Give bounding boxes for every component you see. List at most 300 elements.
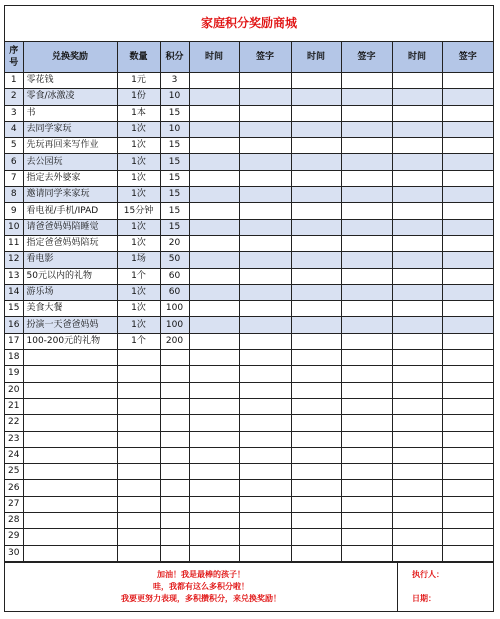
points-cell: 3: [160, 73, 189, 89]
time-cell[interactable]: [291, 121, 341, 137]
time-cell[interactable]: [189, 415, 239, 431]
table-row: [5, 496, 493, 512]
quantity-cell: 1元: [117, 73, 160, 89]
time-cell[interactable]: [392, 447, 442, 463]
time-cell[interactable]: [291, 284, 341, 300]
time-cell[interactable]: [392, 252, 442, 268]
time-cell[interactable]: [392, 105, 442, 121]
sign-cell[interactable]: [341, 333, 392, 349]
quantity-cell: 1次: [117, 317, 160, 333]
sign-cell[interactable]: [239, 366, 291, 382]
time-cell[interactable]: [189, 513, 239, 529]
time-cell[interactable]: [291, 431, 341, 447]
points-cell: [160, 366, 189, 382]
quantity-cell: [117, 496, 160, 512]
header-reward: 兑换奖励: [23, 42, 117, 73]
sign-cell[interactable]: [442, 105, 493, 121]
points-cell: [160, 496, 189, 512]
sign-cell[interactable]: [442, 219, 493, 235]
points-cell: 15: [160, 105, 189, 121]
sign-cell[interactable]: [239, 301, 291, 317]
time-cell[interactable]: [291, 350, 341, 366]
time-cell[interactable]: [392, 333, 442, 349]
time-cell[interactable]: [291, 415, 341, 431]
sign-cell[interactable]: [239, 382, 291, 398]
sign-cell[interactable]: [442, 382, 493, 398]
points-cell: [160, 398, 189, 414]
time-cell[interactable]: [291, 480, 341, 496]
time-cell[interactable]: [392, 235, 442, 251]
time-cell[interactable]: [189, 170, 239, 186]
sign-cell[interactable]: [239, 447, 291, 463]
time-cell[interactable]: [392, 415, 442, 431]
reward-cell: 指定爸爸妈妈陪玩: [23, 235, 117, 251]
time-cell[interactable]: [392, 268, 442, 284]
points-cell: 100: [160, 301, 189, 317]
time-cell[interactable]: [291, 252, 341, 268]
reward-cell: [23, 513, 117, 529]
sign-cell[interactable]: [239, 464, 291, 480]
time-cell[interactable]: [291, 89, 341, 105]
row-number: 9: [5, 203, 23, 219]
points-cell: [160, 480, 189, 496]
points-cell: 10: [160, 89, 189, 105]
quantity-cell: [117, 513, 160, 529]
sign-cell[interactable]: [341, 203, 392, 219]
sign-cell[interactable]: [239, 268, 291, 284]
sign-cell[interactable]: [239, 219, 291, 235]
sign-cell[interactable]: [341, 252, 392, 268]
time-cell[interactable]: [189, 301, 239, 317]
row-number: 27: [5, 496, 23, 512]
sign-cell[interactable]: [442, 350, 493, 366]
sign-block: [398, 563, 493, 611]
sign-cell[interactable]: [341, 464, 392, 480]
reward-cell: [23, 415, 117, 431]
sign-cell[interactable]: [239, 235, 291, 251]
sign-cell[interactable]: [442, 513, 493, 529]
sign-cell[interactable]: [442, 333, 493, 349]
sign-cell[interactable]: [442, 121, 493, 137]
quantity-cell: [117, 480, 160, 496]
slogan-block: [5, 563, 398, 611]
time-cell[interactable]: [392, 382, 442, 398]
time-cell[interactable]: [291, 187, 341, 203]
footer: [5, 562, 493, 611]
time-cell[interactable]: [291, 529, 341, 545]
sign-cell[interactable]: [442, 252, 493, 268]
time-cell[interactable]: [392, 284, 442, 300]
row-number: 6: [5, 154, 23, 170]
reward-cell: [23, 431, 117, 447]
row-number: 7: [5, 170, 23, 186]
sign-cell[interactable]: [341, 170, 392, 186]
sign-cell[interactable]: [239, 284, 291, 300]
row-number: 13: [5, 268, 23, 284]
sign-cell[interactable]: [442, 398, 493, 414]
time-cell[interactable]: [189, 480, 239, 496]
reward-cell: [23, 496, 117, 512]
reward-sheet: [4, 5, 494, 612]
sign-cell[interactable]: [341, 545, 392, 561]
time-cell[interactable]: [189, 268, 239, 284]
sign-cell[interactable]: [341, 235, 392, 251]
time-cell[interactable]: [392, 138, 442, 154]
time-cell[interactable]: [189, 219, 239, 235]
time-cell[interactable]: [189, 431, 239, 447]
table-row: [5, 301, 493, 317]
table-row: [5, 89, 493, 105]
quantity-cell: 1次: [117, 301, 160, 317]
sign-cell[interactable]: [341, 415, 392, 431]
time-cell[interactable]: [189, 73, 239, 89]
points-cell: [160, 350, 189, 366]
time-cell[interactable]: [291, 138, 341, 154]
table-row: [5, 105, 493, 121]
quantity-cell: 1次: [117, 284, 160, 300]
header-sign-3: 签字: [442, 42, 493, 73]
reward-cell: 100-200元的礼物: [23, 333, 117, 349]
row-number: 3: [5, 105, 23, 121]
sign-cell[interactable]: [341, 138, 392, 154]
points-cell: 60: [160, 284, 189, 300]
slogan-line: 我要更努力表现，多积攒积分，来兑换奖励！: [121, 593, 281, 603]
quantity-cell: 1次: [117, 187, 160, 203]
time-cell[interactable]: [291, 203, 341, 219]
time-cell[interactable]: [189, 187, 239, 203]
time-cell[interactable]: [189, 317, 239, 333]
quantity-cell: 1个: [117, 333, 160, 349]
quantity-cell: 1本: [117, 105, 160, 121]
table-row: [5, 235, 493, 251]
reward-cell: [23, 545, 117, 561]
time-cell[interactable]: [392, 154, 442, 170]
executor-label: 执行人：: [412, 569, 444, 579]
row-number: 21: [5, 398, 23, 414]
points-cell: 15: [160, 187, 189, 203]
sign-cell[interactable]: [442, 447, 493, 463]
quantity-cell: 1次: [117, 235, 160, 251]
row-number: 8: [5, 187, 23, 203]
time-cell[interactable]: [291, 235, 341, 251]
time-cell[interactable]: [392, 219, 442, 235]
header-sign-2: 签字: [341, 42, 392, 73]
time-cell[interactable]: [291, 105, 341, 121]
row-number: 30: [5, 545, 23, 561]
time-cell[interactable]: [189, 464, 239, 480]
sign-cell[interactable]: [239, 431, 291, 447]
points-cell: 50: [160, 252, 189, 268]
sign-cell[interactable]: [239, 333, 291, 349]
sign-cell[interactable]: [239, 350, 291, 366]
time-cell[interactable]: [291, 333, 341, 349]
sign-cell[interactable]: [442, 268, 493, 284]
slogan-line: 加油！我是最棒的孩子！: [157, 569, 245, 579]
time-cell[interactable]: [189, 398, 239, 414]
sign-cell[interactable]: [341, 187, 392, 203]
sign-cell[interactable]: [239, 317, 291, 333]
time-cell[interactable]: [189, 252, 239, 268]
reward-cell: 去公园玩: [23, 154, 117, 170]
time-cell[interactable]: [291, 496, 341, 512]
time-cell[interactable]: [291, 366, 341, 382]
sign-cell[interactable]: [341, 447, 392, 463]
time-cell[interactable]: [392, 350, 442, 366]
row-number: 18: [5, 350, 23, 366]
quantity-cell: 1份: [117, 89, 160, 105]
time-cell[interactable]: [291, 464, 341, 480]
quantity-cell: 1次: [117, 170, 160, 186]
points-cell: [160, 513, 189, 529]
table-row: [5, 382, 493, 398]
sign-cell[interactable]: [239, 89, 291, 105]
quantity-cell: [117, 366, 160, 382]
time-cell[interactable]: [189, 496, 239, 512]
time-cell[interactable]: [392, 496, 442, 512]
quantity-cell: 1次: [117, 154, 160, 170]
sign-cell[interactable]: [239, 252, 291, 268]
reward-cell: 50元以内的礼物: [23, 268, 117, 284]
time-cell[interactable]: [291, 301, 341, 317]
sign-cell[interactable]: [341, 284, 392, 300]
time-cell[interactable]: [392, 398, 442, 414]
sign-cell[interactable]: [341, 73, 392, 89]
points-cell: 20: [160, 235, 189, 251]
sign-cell[interactable]: [442, 366, 493, 382]
time-cell[interactable]: [189, 382, 239, 398]
row-number: 12: [5, 252, 23, 268]
time-cell[interactable]: [189, 545, 239, 561]
time-cell[interactable]: [189, 154, 239, 170]
sign-cell[interactable]: [341, 513, 392, 529]
time-cell[interactable]: [392, 301, 442, 317]
sign-cell[interactable]: [239, 513, 291, 529]
time-cell[interactable]: [291, 154, 341, 170]
row-number: 17: [5, 333, 23, 349]
time-cell[interactable]: [392, 89, 442, 105]
sign-cell[interactable]: [239, 187, 291, 203]
header-sign-1: 签字: [239, 42, 291, 73]
sign-cell[interactable]: [239, 496, 291, 512]
time-cell[interactable]: [392, 431, 442, 447]
sign-cell[interactable]: [239, 105, 291, 121]
sign-cell[interactable]: [442, 480, 493, 496]
points-cell: [160, 529, 189, 545]
table-row: [5, 252, 493, 268]
sign-cell[interactable]: [341, 350, 392, 366]
time-cell[interactable]: [291, 398, 341, 414]
time-cell[interactable]: [189, 350, 239, 366]
row-number: 4: [5, 121, 23, 137]
sign-cell[interactable]: [341, 89, 392, 105]
time-cell[interactable]: [392, 121, 442, 137]
time-cell[interactable]: [189, 447, 239, 463]
sign-cell[interactable]: [442, 170, 493, 186]
row-number: 23: [5, 431, 23, 447]
sign-cell[interactable]: [239, 73, 291, 89]
time-cell[interactable]: [291, 382, 341, 398]
time-cell[interactable]: [291, 170, 341, 186]
time-cell[interactable]: [291, 447, 341, 463]
header-row: [5, 42, 493, 73]
points-cell: 15: [160, 138, 189, 154]
sign-cell[interactable]: [239, 203, 291, 219]
time-cell[interactable]: [189, 203, 239, 219]
time-cell[interactable]: [189, 366, 239, 382]
table-row: [5, 529, 493, 545]
sign-cell[interactable]: [442, 529, 493, 545]
reward-cell: [23, 464, 117, 480]
sign-cell[interactable]: [341, 366, 392, 382]
sign-cell[interactable]: [442, 187, 493, 203]
sign-cell[interactable]: [239, 398, 291, 414]
time-cell[interactable]: [189, 121, 239, 137]
time-cell[interactable]: [189, 333, 239, 349]
quantity-cell: 1场: [117, 252, 160, 268]
sign-cell[interactable]: [341, 529, 392, 545]
table-row: [5, 513, 493, 529]
sign-cell[interactable]: [341, 219, 392, 235]
sign-cell[interactable]: [239, 138, 291, 154]
time-cell[interactable]: [189, 138, 239, 154]
row-number: 5: [5, 138, 23, 154]
reward-cell: 零食/冰激凌: [23, 89, 117, 105]
sign-cell[interactable]: [442, 496, 493, 512]
reward-cell: 看电视/手机/IPAD: [23, 203, 117, 219]
row-number: 1: [5, 73, 23, 89]
time-cell[interactable]: [189, 284, 239, 300]
sign-cell[interactable]: [442, 301, 493, 317]
time-cell[interactable]: [392, 170, 442, 186]
sign-cell[interactable]: [442, 545, 493, 561]
sign-cell[interactable]: [341, 268, 392, 284]
time-cell[interactable]: [291, 73, 341, 89]
table-row: [5, 268, 493, 284]
sign-cell[interactable]: [239, 170, 291, 186]
sign-cell[interactable]: [442, 154, 493, 170]
sign-cell[interactable]: [341, 317, 392, 333]
sign-cell[interactable]: [442, 415, 493, 431]
table-row: [5, 121, 493, 137]
sign-cell[interactable]: [341, 154, 392, 170]
table-row: [5, 317, 493, 333]
table-row: [5, 415, 493, 431]
row-number: 22: [5, 415, 23, 431]
sign-cell[interactable]: [442, 203, 493, 219]
row-number: 20: [5, 382, 23, 398]
time-cell[interactable]: [189, 235, 239, 251]
time-cell[interactable]: [392, 464, 442, 480]
slogan-line: 哇，我都有这么多积分啦！: [153, 581, 249, 591]
sign-cell[interactable]: [442, 431, 493, 447]
reward-cell: [23, 447, 117, 463]
sign-cell[interactable]: [239, 480, 291, 496]
sign-cell[interactable]: [239, 545, 291, 561]
sign-cell[interactable]: [341, 105, 392, 121]
time-cell[interactable]: [392, 366, 442, 382]
points-cell: 10: [160, 121, 189, 137]
points-cell: 100: [160, 317, 189, 333]
points-cell: [160, 382, 189, 398]
time-cell[interactable]: [392, 545, 442, 561]
time-cell[interactable]: [291, 317, 341, 333]
header-no: 序号: [5, 42, 23, 73]
points-cell: [160, 431, 189, 447]
reward-cell: [23, 398, 117, 414]
sign-cell[interactable]: [442, 89, 493, 105]
row-number: 29: [5, 529, 23, 545]
date-label: 日期：: [412, 593, 436, 603]
sign-cell[interactable]: [239, 154, 291, 170]
header-time-2: 时间: [291, 42, 341, 73]
sign-cell[interactable]: [341, 431, 392, 447]
sign-cell[interactable]: [239, 415, 291, 431]
sign-cell[interactable]: [442, 73, 493, 89]
time-cell[interactable]: [392, 73, 442, 89]
time-cell[interactable]: [291, 545, 341, 561]
quantity-cell: [117, 464, 160, 480]
time-cell[interactable]: [392, 529, 442, 545]
reward-cell: 看电影: [23, 252, 117, 268]
table-row: [5, 398, 493, 414]
sign-cell[interactable]: [239, 529, 291, 545]
sign-cell[interactable]: [341, 496, 392, 512]
time-cell[interactable]: [392, 187, 442, 203]
time-cell[interactable]: [189, 89, 239, 105]
sign-cell[interactable]: [442, 317, 493, 333]
reward-cell: [23, 350, 117, 366]
row-number: 28: [5, 513, 23, 529]
time-cell[interactable]: [392, 480, 442, 496]
time-cell[interactable]: [189, 105, 239, 121]
quantity-cell: [117, 545, 160, 561]
sign-cell[interactable]: [442, 284, 493, 300]
time-cell[interactable]: [392, 513, 442, 529]
time-cell[interactable]: [189, 529, 239, 545]
sign-cell[interactable]: [442, 235, 493, 251]
sign-cell[interactable]: [341, 382, 392, 398]
sign-cell[interactable]: [442, 464, 493, 480]
table-row: [5, 219, 493, 235]
sign-cell[interactable]: [341, 301, 392, 317]
header-points: 积分: [160, 42, 189, 73]
sign-cell[interactable]: [442, 138, 493, 154]
quantity-cell: [117, 350, 160, 366]
table-row: [5, 187, 493, 203]
quantity-cell: 15分钟: [117, 203, 160, 219]
time-cell[interactable]: [291, 513, 341, 529]
row-number: 2: [5, 89, 23, 105]
reward-cell: 邀请同学来家玩: [23, 187, 117, 203]
row-number: 26: [5, 480, 23, 496]
table-row: [5, 73, 493, 89]
time-cell[interactable]: [392, 203, 442, 219]
time-cell[interactable]: [291, 268, 341, 284]
sign-cell[interactable]: [341, 398, 392, 414]
quantity-cell: [117, 529, 160, 545]
sign-cell[interactable]: [239, 121, 291, 137]
reward-cell: 美食大餐: [23, 301, 117, 317]
header-time-3: 时间: [392, 42, 442, 73]
header-time-1: 时间: [189, 42, 239, 73]
points-cell: 15: [160, 170, 189, 186]
sign-cell[interactable]: [341, 121, 392, 137]
row-number: 16: [5, 317, 23, 333]
time-cell[interactable]: [392, 317, 442, 333]
row-number: 11: [5, 235, 23, 251]
sign-cell[interactable]: [341, 480, 392, 496]
time-cell[interactable]: [291, 219, 341, 235]
